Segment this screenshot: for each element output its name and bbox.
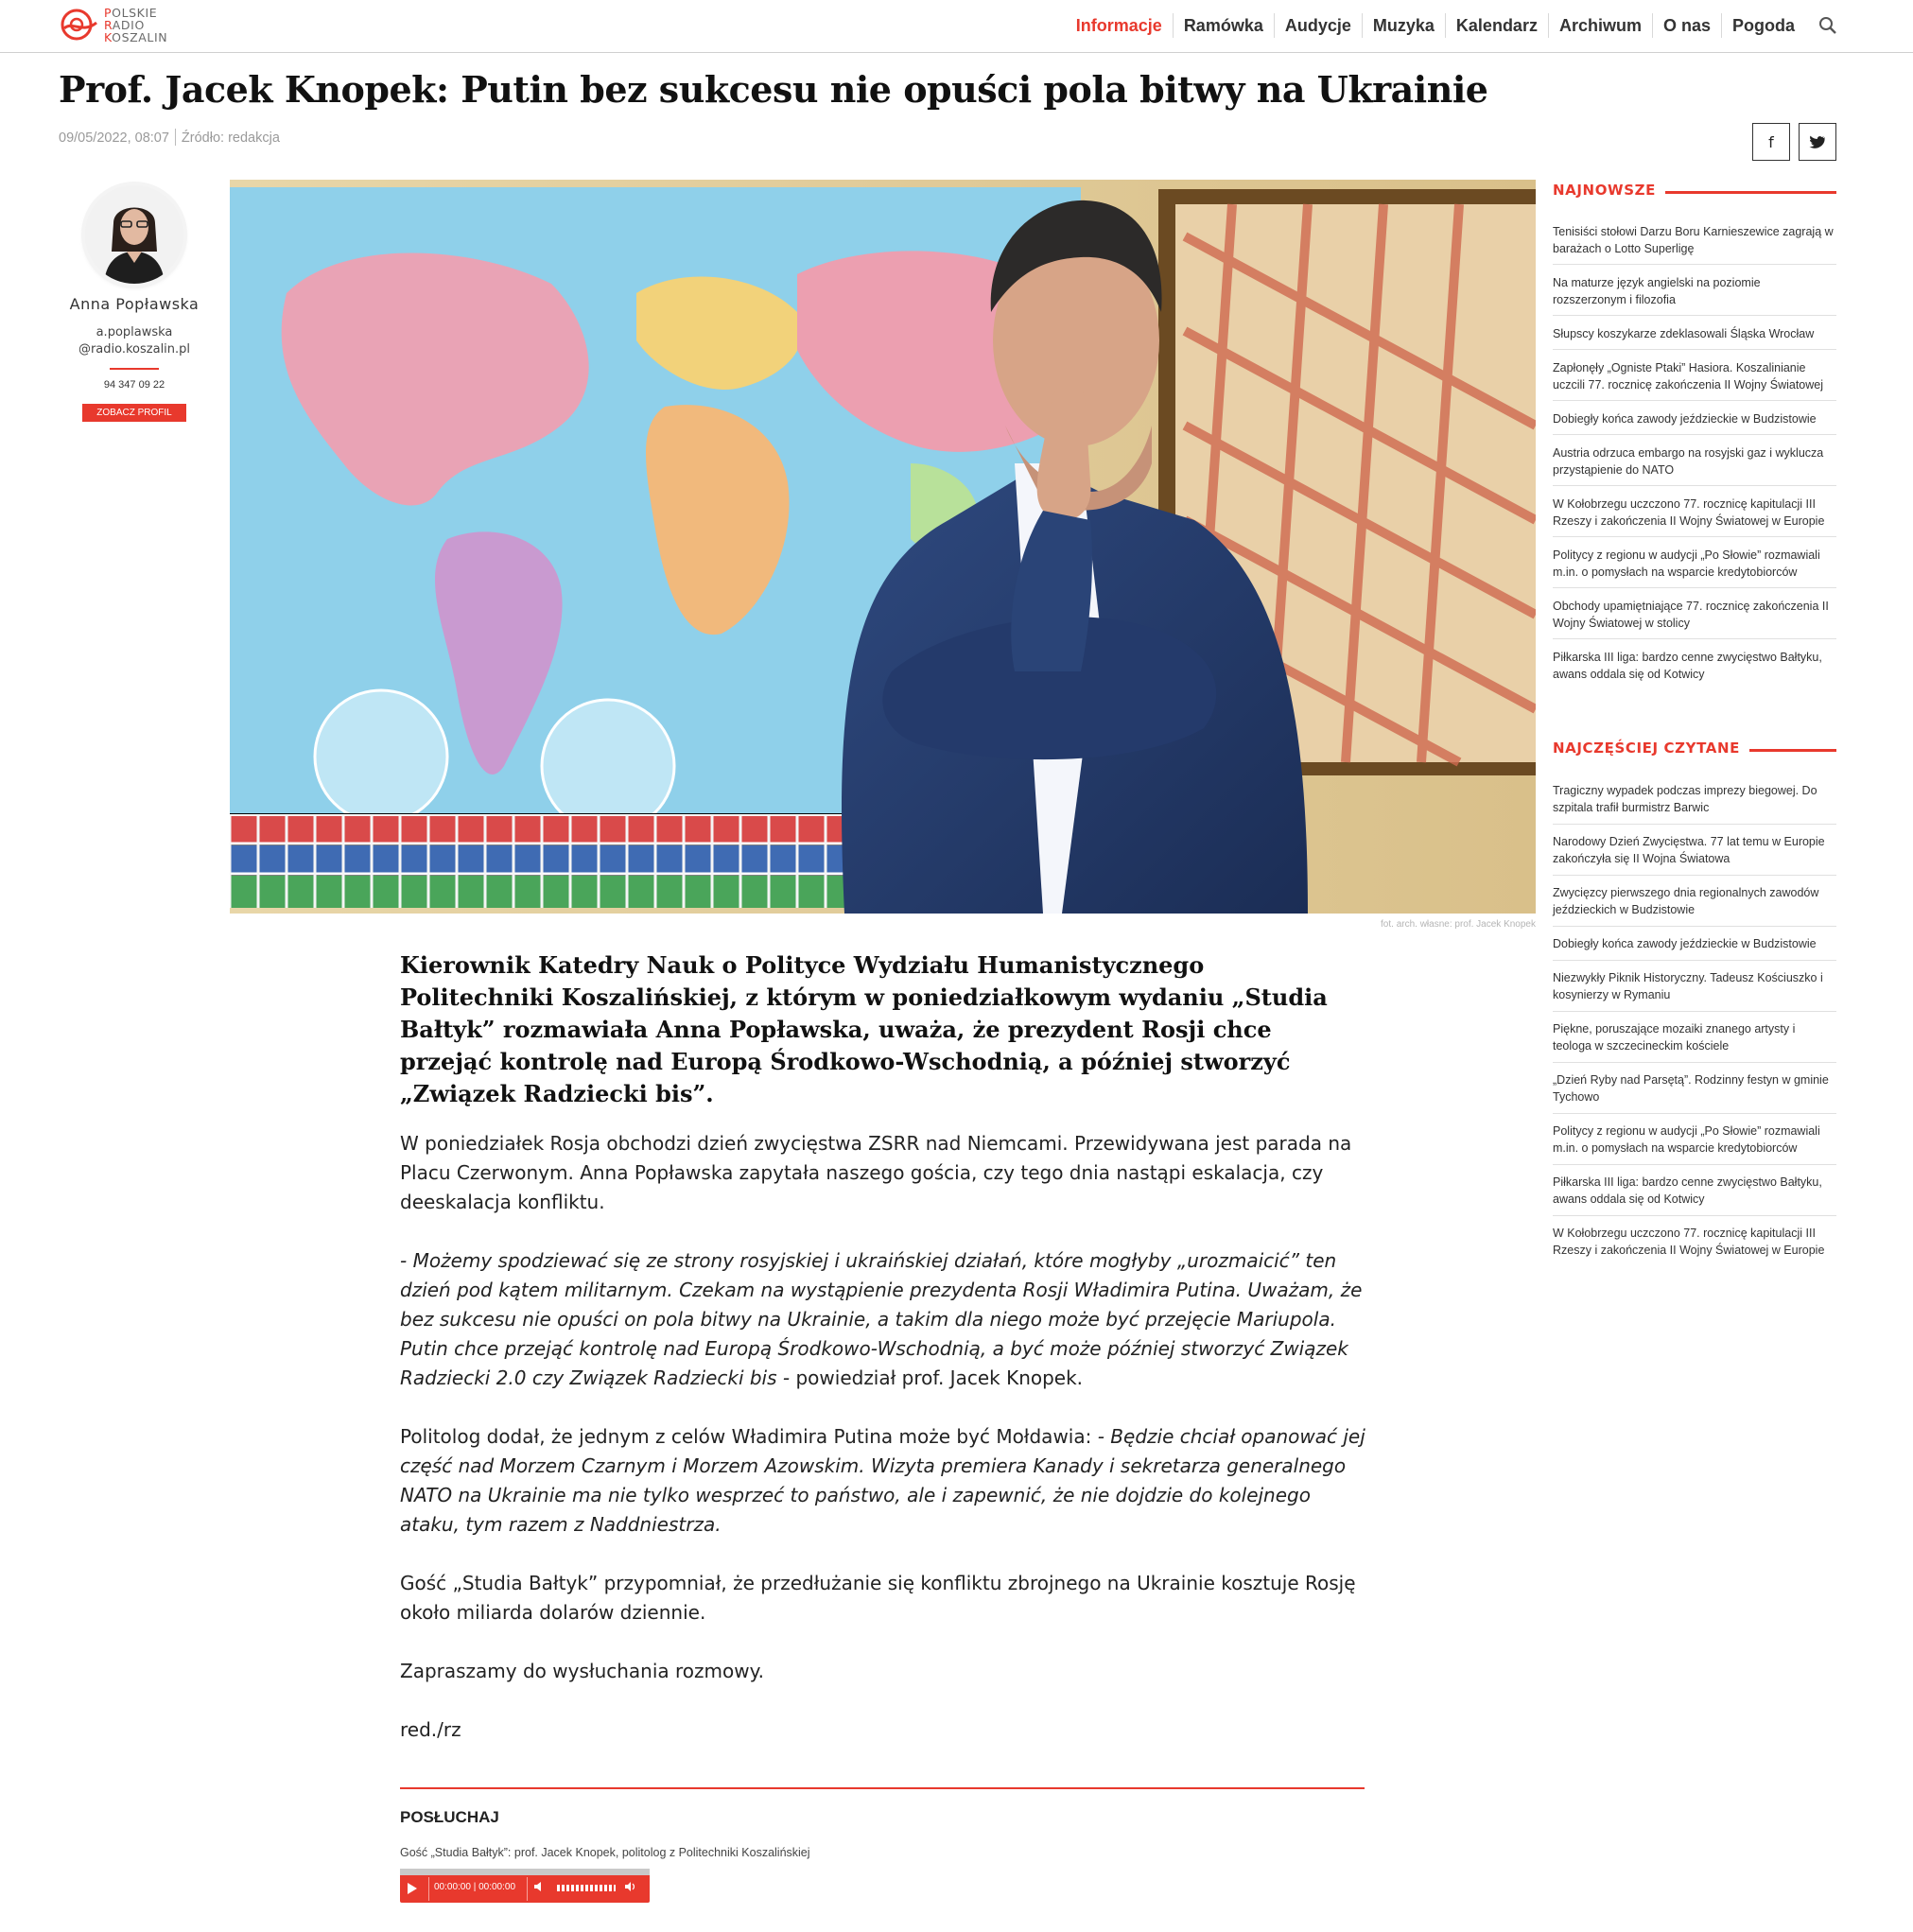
paragraph-5: Zapraszamy do wysłuchania rozmowy. xyxy=(400,1660,764,1682)
newest-item[interactable]: Zapłonęły „Ogniste Ptaki” Hasiora. Koszalinianie uczcili 77. rocznicę zakończenia II Wojny Światowej xyxy=(1553,350,1836,401)
paragraph-2 xyxy=(400,1246,1374,1393)
site-header xyxy=(0,0,1913,53)
author-avatar[interactable] xyxy=(85,185,183,284)
newest-list xyxy=(1553,214,1836,689)
newest-item[interactable]: Austria odrzuca embargo na rosyjski gaz i wyklucza przystąpienie do NATO xyxy=(1553,435,1836,486)
paragraph-6: red./rz xyxy=(400,1718,461,1741)
play-icon[interactable] xyxy=(408,1883,417,1894)
paragraph-1: W poniedziałek Rosja obchodzi dzień zwycięstwa ZSRR nad Niemcami. Przewidywana jest parada na Placu Czerwonym. Anna Popławska zapytała naszego gościa, czy tego dnia nastąpi eskalacja, czy deeskalacja konfliktu. xyxy=(400,1132,1352,1213)
nav-informacje[interactable]: Informacje xyxy=(1075,16,1162,35)
logo-line-1: POLSKIE xyxy=(104,5,158,20)
most-read-item[interactable]: Zwycięzcy pierwszego dnia regionalnych zawodów jeździeckich w Budzistowie xyxy=(1553,876,1836,927)
most-read-item[interactable]: „Dzień Ryby nad Parsętą”. Rodzinny festyn w gminie Tychowo xyxy=(1553,1063,1836,1114)
volume-slider[interactable] xyxy=(557,1885,616,1891)
author-divider xyxy=(110,368,159,370)
newest-item[interactable]: Tenisiści stołowi Darzu Boru Karnieszewice zagrają w barażach o Lotto Superligę xyxy=(1553,214,1836,265)
player-divider xyxy=(527,1877,528,1901)
author-photo-icon xyxy=(85,185,183,284)
twitter-share-button[interactable] xyxy=(1799,123,1836,161)
newest-rule xyxy=(1665,191,1836,194)
author-email[interactable] xyxy=(59,324,210,358)
newest-item[interactable]: Obchody upamiętniające 77. rocznicę zakończenia II Wojny Światowej w stolicy xyxy=(1553,588,1836,639)
most-read-item[interactable]: Dobiegły końca zawody jeździeckie w Budzistowie xyxy=(1553,927,1836,961)
most-read-item[interactable]: Narodowy Dzień Zwycięstwa. 77 lat temu w Europie zakończyła się II Wojna Światowa xyxy=(1553,825,1836,876)
listen-heading: POSŁUCHAJ xyxy=(400,1808,499,1826)
most-read-heading xyxy=(1553,740,1836,757)
article-date: 09/05/2022, 08:07 xyxy=(59,131,169,146)
article-photo xyxy=(230,180,1536,914)
author-email-line-1: a.poplawska xyxy=(96,325,173,339)
volume-icon[interactable] xyxy=(534,1882,544,1891)
newest-item[interactable]: Słupscy koszykarze zdeklasowali Śląska Wrocław xyxy=(1553,316,1836,350)
audio-player xyxy=(400,1869,650,1903)
view-profile-button[interactable]: ZOBACZ PROFIL xyxy=(82,404,185,422)
facebook-icon: f xyxy=(1768,132,1774,151)
quote-2: - Będzie chciał opanować jej część nad Morzem Czarnym i Morzem Azowskim. Wizyta premiera Kanady i sekretarza generalnego NATO na Ukrainie ma nie tylko wesprzeć to państwo, ale i zapewnić, że nie dojdzie do kolejnego ataku, tym razem z Naddniestrza. xyxy=(400,1425,1365,1536)
nav-pogoda[interactable]: Pogoda xyxy=(1721,13,1805,38)
nav-ramowka[interactable]: Ramówka xyxy=(1173,13,1274,38)
newest-item[interactable]: Politycy z regionu w audycji „Po Słowie” rozmawiali m.in. o pomysłach na wsparcie kredytobiorców xyxy=(1553,537,1836,588)
article-title: Prof. Jacek Knopek: Putin bez sukcesu nie opuści pola bitwy na Ukrainie xyxy=(59,68,1488,111)
sidebar-newest xyxy=(1553,182,1836,689)
volume-max-icon[interactable] xyxy=(625,1882,635,1891)
article-photo-illustration xyxy=(230,180,1536,914)
nav-muzyka[interactable]: Muzyka xyxy=(1362,13,1445,38)
author-phone: 94 347 09 22 xyxy=(103,379,165,391)
nav-audycje[interactable]: Audycje xyxy=(1274,13,1362,38)
logo-line-2: RADIO xyxy=(104,17,145,32)
newest-item[interactable]: W Kołobrzegu uczczono 77. rocznicę kapitulacji III Rzeszy i zakończenia II Wojny Światowej w Europie xyxy=(1553,486,1836,537)
main-nav xyxy=(1066,13,1837,38)
newest-title: NAJNOWSZE xyxy=(1553,182,1656,199)
author-card xyxy=(59,185,210,422)
article-body xyxy=(400,1129,1374,1774)
most-read-rule xyxy=(1749,749,1836,752)
newest-item[interactable]: Na maturze język angielski na poziomie rozszerzonym i filozofia xyxy=(1553,265,1836,316)
paragraph-4: Gość „Studia Bałtyk” przypomniał, że przedłużanie się konfliktu zbrojnego na Ukrainie kosztuje Rosję około miliarda dolarów dziennie. xyxy=(400,1572,1356,1624)
author-name[interactable]: Anna Popławska xyxy=(69,295,200,313)
newest-item[interactable]: Piłkarska III liga: bardzo cenne zwycięstwo Bałtyku, awans oddala się od Kotwicy xyxy=(1553,651,1822,681)
most-read-item[interactable]: Niezwykły Piknik Historyczny. Tadeusz Kościuszko i kosynierzy w Rymaniu xyxy=(1553,961,1836,1012)
paragraph-3-intro: Politolog dodał, że jednym z celów Władimira Putina może być Mołdawia: xyxy=(400,1425,1098,1448)
audio-progress-bar[interactable] xyxy=(400,1869,650,1875)
quote-1-attribution: powiedział prof. Jacek Knopek. xyxy=(790,1366,1084,1389)
audio-time: 00:00:00 | 00:00:00 xyxy=(434,1882,516,1892)
article-lead: Kierownik Katedry Nauk o Polityce Wydziału Humanistycznego Politechniki Koszalińskiej, z którym w poniedziałkowym wydaniu „Studia Bałtyk” rozmawiała Anna Popławska, uważa, że prezydent Rosji chce przejąć kontrolę nad Europą Środkowo-Wschodnią, a później stworzyć „Związek Radziecki bis”. xyxy=(400,951,1328,1107)
newest-heading xyxy=(1553,182,1836,199)
meta-divider xyxy=(175,129,176,146)
sidebar-most-read xyxy=(1553,740,1836,1266)
quote-1: - Możemy spodziewać się ze strony rosyjskiej i ukraińskiej działań, które mogłyby „urozmaicić” ten dzień pod kątem militarnym. Czekam na wystąpienie prezydenta Rosji Władimira Putina. Uważam, że bez sukcesu nie opuści on pola bitwy na Ukrainie, a takim dla niego może być przejęcie Mariupola. Putin chce przejąć kontrolę nad Europą Środkowo-Wschodnią, a być może później stworzyć Związek Radziecki 2.0 czy Związek Radziecki bis - xyxy=(400,1249,1363,1389)
nav-o-nas[interactable]: O nas xyxy=(1652,13,1721,38)
player-divider xyxy=(428,1877,429,1901)
most-read-item[interactable]: Tragiczny wypadek podczas imprezy biegowej. Do szpitala trafił burmistrz Barwic xyxy=(1553,774,1836,825)
most-read-item[interactable]: Politycy z regionu w audycji „Po Słowie” rozmawiali m.in. o pomysłach na wsparcie kredytobiorców xyxy=(1553,1114,1836,1165)
search-icon[interactable] xyxy=(1818,16,1837,35)
twitter-icon xyxy=(1809,135,1826,148)
article-meta xyxy=(59,129,280,146)
newest-item[interactable]: Dobiegły końca zawody jeździeckie w Budzistowie xyxy=(1553,401,1836,435)
most-read-list xyxy=(1553,774,1836,1266)
most-read-title: NAJCZĘŚCIEJ CZYTANE xyxy=(1553,740,1740,757)
facebook-share-button[interactable] xyxy=(1752,123,1790,161)
photo-caption: fot. arch. własne: prof. Jacek Knopek xyxy=(1381,919,1536,930)
logo-text xyxy=(104,7,167,44)
nav-kalendarz[interactable]: Kalendarz xyxy=(1445,13,1548,38)
most-read-item[interactable]: Piłkarska III liga: bardzo cenne zwycięstwo Bałtyku, awans oddala się od Kotwicy xyxy=(1553,1165,1836,1216)
logo-icon xyxy=(59,6,100,44)
listen-divider xyxy=(400,1787,1365,1789)
paragraph-3 xyxy=(400,1422,1374,1540)
audio-title: Gość „Studia Bałtyk”: prof. Jacek Knopek, politolog z Politechniki Koszalińskiej xyxy=(400,1846,810,1859)
author-email-line-2: @radio.koszalin.pl xyxy=(78,342,191,357)
logo-line-3: KOSZALIN xyxy=(104,29,168,44)
site-logo[interactable] xyxy=(59,6,167,44)
article-source: Źródło: redakcja xyxy=(181,131,280,146)
nav-archiwum[interactable]: Archiwum xyxy=(1548,13,1652,38)
most-read-item[interactable]: W Kołobrzegu uczczono 77. rocznicę kapitulacji III Rzeszy i zakończenia II Wojny Światowej w Europie xyxy=(1553,1227,1825,1257)
most-read-item[interactable]: Piękne, poruszające mozaiki znanego artysty i teologa w szczecineckim kościele xyxy=(1553,1012,1836,1063)
